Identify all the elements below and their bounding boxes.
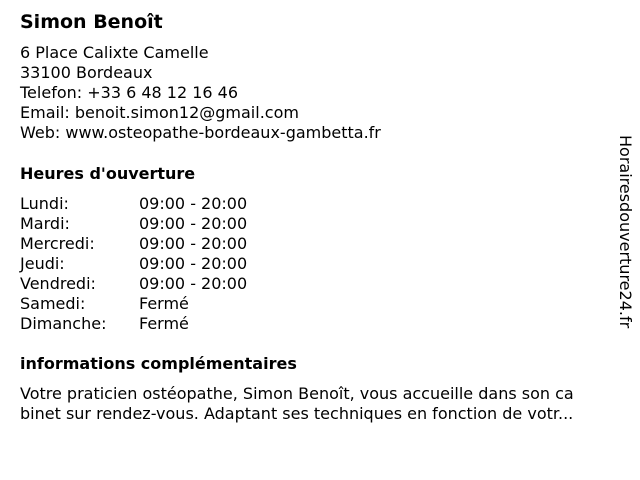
description-text	[20, 384, 625, 424]
description-line: binet sur rendez-vous. Adaptant ses techniques en fonction de votr...	[20, 404, 574, 423]
address-line-city: 33100 Bordeaux	[20, 63, 153, 82]
day-label: Lundi:	[20, 194, 69, 213]
day-label: Dimanche:	[20, 314, 107, 333]
watermark	[615, 135, 633, 345]
hours-heading: Heures d'ouverture	[20, 164, 196, 183]
email-line: Email: benoit.simon12@gmail.com	[20, 103, 299, 122]
address-line-street: 6 Place Calixte Camelle	[20, 43, 209, 62]
time-value: 09:00 - 20:00	[139, 254, 248, 273]
phone-line: Telefon: +33 6 48 12 16 46	[20, 83, 239, 102]
time-value: Fermé	[139, 294, 189, 313]
info-heading: informations complémentaires	[20, 354, 297, 373]
watermark-text: Horairesdouverture24.fr	[616, 135, 635, 329]
time-value: 09:00 - 20:00	[139, 274, 248, 293]
web-line: Web: www.osteopathe-bordeaux-gambetta.fr	[20, 123, 381, 142]
time-value: 09:00 - 20:00	[139, 214, 248, 233]
day-label: Mardi:	[20, 214, 70, 233]
time-value: 09:00 - 20:00	[139, 234, 248, 253]
time-value: 09:00 - 20:00	[139, 194, 248, 213]
business-name: Simon Benoît	[20, 11, 163, 33]
contact-info	[20, 43, 381, 143]
day-label: Mercredi:	[20, 234, 95, 253]
day-label: Samedi:	[20, 294, 86, 313]
day-label: Vendredi:	[20, 274, 96, 293]
time-value: Fermé	[139, 314, 189, 333]
day-label: Jeudi:	[20, 254, 65, 273]
description-line: Votre praticien ostéopathe, Simon Benoît, vous accueille dans son ca	[20, 384, 574, 403]
